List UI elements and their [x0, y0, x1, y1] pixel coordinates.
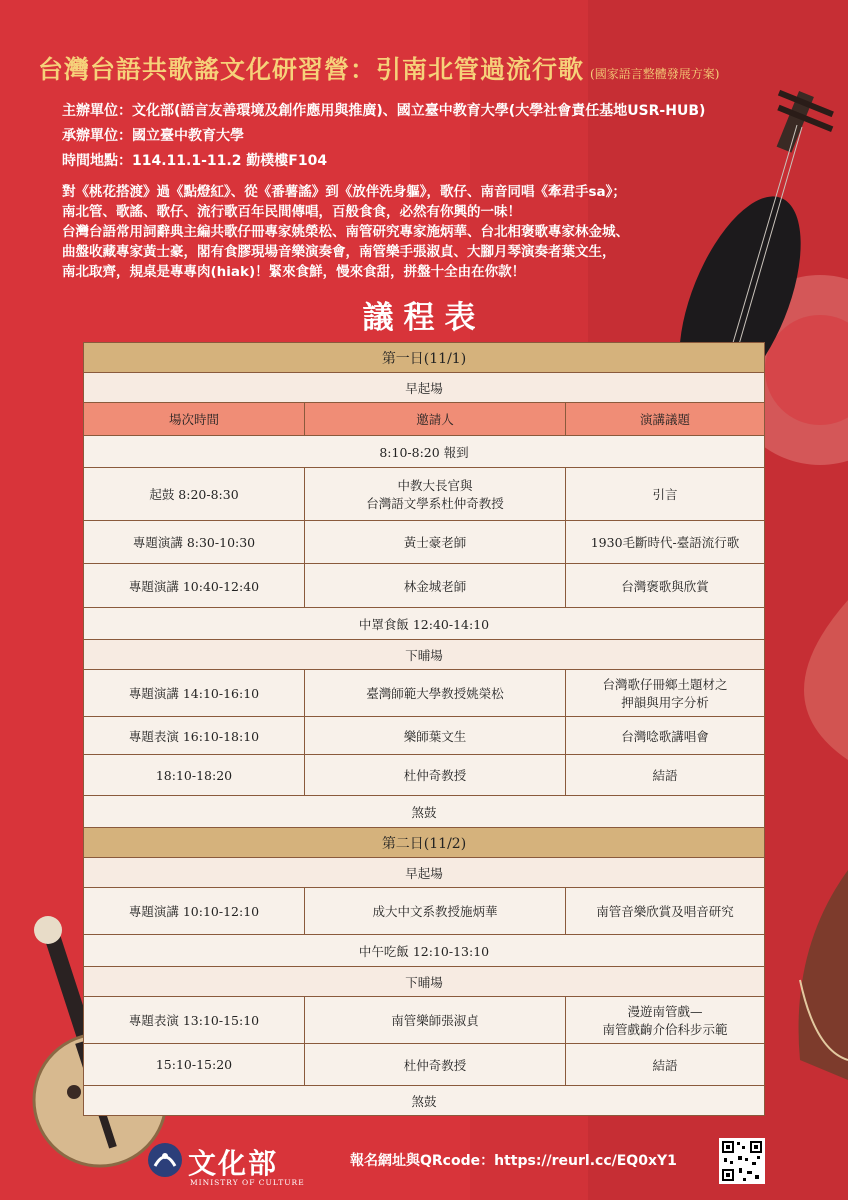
column-header-row [84, 403, 765, 436]
row-time: 起鼓 8:20-8:30 [84, 468, 305, 521]
row-time: 15:10-15:20 [84, 1044, 305, 1086]
lunch-day2: 中午吃飯 12:10-13:10 [84, 935, 765, 967]
row-topic: 漫遊南管戲— 南管戲齣介佮科步示範 [566, 997, 765, 1044]
session-header [84, 967, 765, 997]
row-speaker: 成大中文系教授施炳華 [305, 888, 566, 935]
session-header [84, 373, 765, 403]
title-note: (國家語言整體發展方案) [590, 67, 720, 81]
qr-code-icon[interactable] [719, 1138, 765, 1184]
row-speaker: 黃士豪老師 [305, 521, 566, 564]
col-header-time: 場次時間 [84, 403, 305, 436]
col-header-speaker: 邀請人 [305, 403, 566, 436]
row-topic: 1930毛斷時代-臺語流行歌 [566, 521, 765, 564]
row-time: 18:10-18:20 [84, 755, 305, 796]
lunch-day1: 中罩食飯 12:40-14:10 [84, 608, 765, 640]
ministry-logo-icon [145, 1140, 185, 1180]
table-row [84, 468, 765, 521]
agenda-title: 議程表 [362, 300, 486, 336]
intro-line: 南北取齊，規桌是專專肉(hiak)！緊來食鮮，慢來食甜，拼盤十全由在你款！ [62, 264, 526, 280]
day-header [84, 343, 765, 373]
closing-day1: 煞鼓 [84, 796, 765, 828]
col-header-topic: 演講議題 [566, 403, 765, 436]
row-topic: 南管音樂欣賞及唱音研究 [566, 888, 765, 935]
row-speaker: 林金城老師 [305, 564, 566, 608]
intro-line: 南北管、歌謠、歌仔、流行歌百年民間傳唱，百般食食，必然有你興的一味！ [62, 204, 521, 220]
ministry-name-en: MINISTRY OF CULTURE [190, 1178, 305, 1187]
registration-link[interactable]: 報名網址與QRcode：https://reurl.cc/EQ0xY1 [350, 1153, 677, 1169]
ministry-name: 文化部 [188, 1147, 279, 1180]
info-time-place: 時間地點：114.11.1-11.2 勤樸樓F104 [62, 153, 328, 169]
lunch-row [84, 935, 765, 967]
table-row [84, 1044, 765, 1086]
info-host: 承辦單位：國立臺中教育大學 [62, 128, 244, 144]
morning-label: 早起場 [84, 373, 765, 403]
row-time: 專題演講 10:40-12:40 [84, 564, 305, 608]
row-time: 專題演講 8:30-10:30 [84, 521, 305, 564]
table-row [84, 888, 765, 935]
table-row [84, 564, 765, 608]
day-header [84, 828, 765, 858]
row-topic: 引言 [566, 468, 765, 521]
closing-row [84, 796, 765, 828]
lunch-row [84, 608, 765, 640]
session-header [84, 640, 765, 670]
day1-label: 第一日(11/1) [84, 343, 765, 373]
event-title: 台灣台語共歌謠文化研習營：引南北管過流行歌 (國家語言整體發展方案) [38, 55, 720, 84]
table-row [84, 717, 765, 755]
morning-label: 早起場 [84, 858, 765, 888]
registration: 8:10-8:20 報到 [84, 436, 765, 468]
row-topic: 台灣褒歌與欣賞 [566, 564, 765, 608]
session-header [84, 858, 765, 888]
row-speaker: 南管樂師張淑貞 [305, 997, 566, 1044]
intro-line: 台灣台語常用詞辭典主編共歌仔冊專家姚榮松、南管研究專家施炳華、台北相褒歌專家林金城、 [62, 224, 629, 240]
row-speaker: 杜仲奇教授 [305, 1044, 566, 1086]
info-organizer: 主辦單位：文化部(語言友善環境及創作應用與推廣)、國立臺中教育大學(大學社會責任基地USR-HUB) [62, 103, 706, 119]
closing-row [84, 1086, 765, 1116]
closing-day2: 煞鼓 [84, 1086, 765, 1116]
row-speaker: 樂師葉文生 [305, 717, 566, 755]
row-time: 專題表演 13:10-15:10 [84, 997, 305, 1044]
row-topic: 台灣歌仔冊鄉土題材之 押韻與用字分析 [566, 670, 765, 717]
intro-line: 曲盤收藏專家黃士豪，閣有食膠現場音樂演奏會，南管樂手張淑貞、大腳月琴演奏者葉文生， [62, 244, 616, 260]
row-speaker: 中教大長官與 台灣語文學系杜仲奇教授 [305, 468, 566, 521]
afternoon-label: 下晡場 [84, 967, 765, 997]
table-row [84, 521, 765, 564]
row-topic: 結語 [566, 755, 765, 796]
row-speaker: 臺灣師範大學教授姚榮松 [305, 670, 566, 717]
afternoon-label: 下晡場 [84, 640, 765, 670]
registration-row [84, 436, 765, 468]
agenda-table [83, 342, 765, 1116]
intro-line: 對《桃花搭渡》過《點燈紅》、從《番薯謠》到《放伴洗身軀》，歌仔、南音同唱《牽君手sa》； [62, 184, 626, 200]
day2-label: 第二日(11/2) [84, 828, 765, 858]
row-topic: 台灣唸歌講唱會 [566, 717, 765, 755]
row-time: 專題演講 10:10-12:10 [84, 888, 305, 935]
table-row [84, 997, 765, 1044]
table-row [84, 670, 765, 717]
intro-text [62, 182, 762, 282]
row-time: 專題演講 14:10-16:10 [84, 670, 305, 717]
row-speaker: 杜仲奇教授 [305, 755, 566, 796]
row-time: 專題表演 16:10-18:10 [84, 717, 305, 755]
row-topic: 結語 [566, 1044, 765, 1086]
table-row [84, 755, 765, 796]
